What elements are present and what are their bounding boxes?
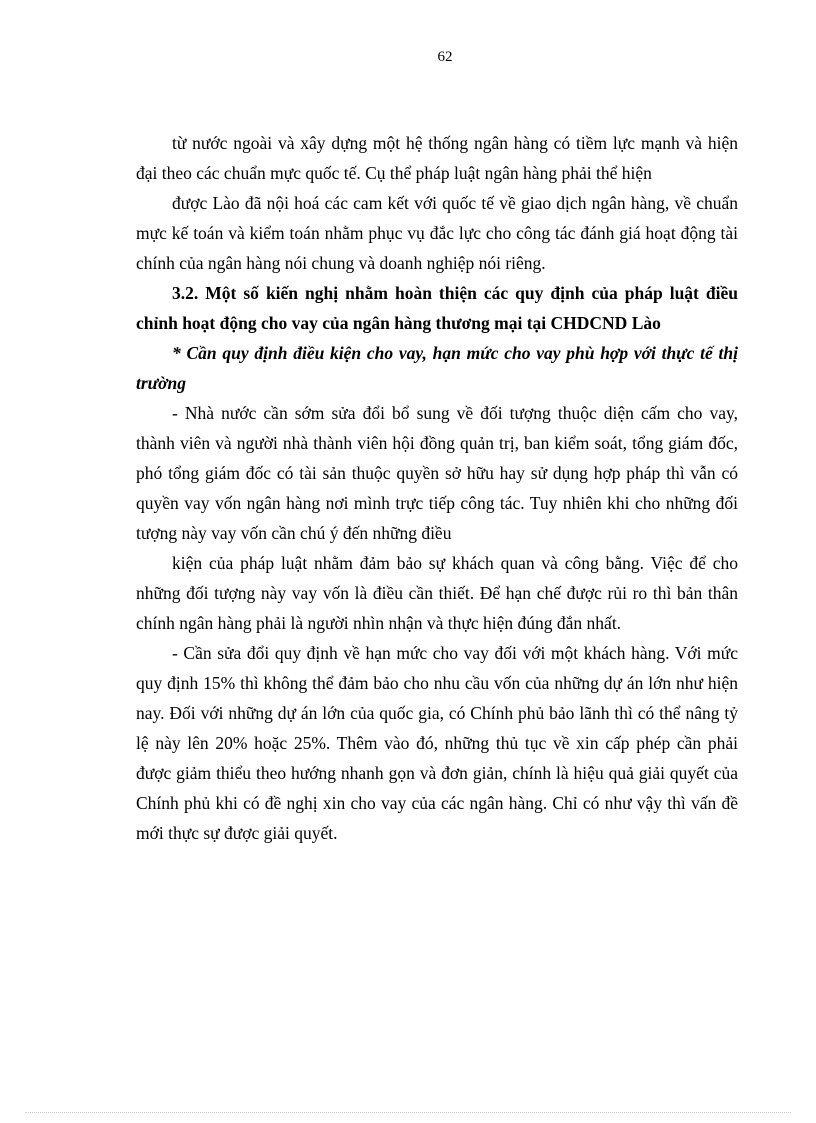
document-body [136,128,738,848]
page-number: 62 [437,49,453,65]
paragraph-1: từ nước ngoài và xây dựng một hệ thống ngân hàng có tiềm lực mạnh và hiện đại theo các chuẩn mực quốc tế. Cụ thể pháp luật ngân hàng phải thể hiện [136,133,738,183]
page-bottom-divider [25,1112,791,1113]
paragraph-3: - Nhà nước cần sớm sửa đổi bổ sung về đối tượng thuộc diện cấm cho vay, thành viên và người nhà thành viên hội đồng quản trị, ban kiểm soát, tổng giám đốc, phó tổng giám đốc có tài sản thuộc quyền sở hữu hay sử dụng hợp pháp thì vẫn có quyền vay vốn ngân hàng nơi mình trực tiếp công tác. Tuy nhiên khi cho những đối tượng này vay vốn cần chú ý đến những điều [136,403,738,543]
subsection-heading: * Cần quy định điều kiện cho vay, hạn mức cho vay phù hợp với thực tế thị trường [136,343,738,393]
paragraph-2: được Lào đã nội hoá các cam kết với quốc tế về giao dịch ngân hàng, về chuẩn mực kế toán và kiểm toán nhằm phục vụ đắc lực cho công tác đánh giá hoạt động tài chính của ngân hàng nói chung và doanh nghiệp nói riêng. [136,193,738,273]
section-heading: 3.2. Một số kiến nghị nhằm hoàn thiện các quy định của pháp luật điều chỉnh hoạt động cho vay của ngân hàng thương mại tại CHDCND Lào [136,283,738,333]
paragraph-5: - Cần sửa đổi quy định về hạn mức cho vay đối với một khách hàng. Với mức quy định 15% thì không thể đảm bảo cho nhu cầu vốn của những dự án lớn như hiện nay. Đối với những dự án lớn của quốc gia, có Chính phủ bảo lãnh thì có thể nâng tỷ lệ này lên 20% hoặc 25%. Thêm vào đó, những thủ tục về xin cấp phép cần phải được giảm thiểu theo hướng nhanh gọn và đơn giản, chính là hiệu quả giải quyết của Chính phủ khi có đề nghị xin cho vay của các ngân hàng. Chỉ có như vậy thì vấn đề mới thực sự được giải quyết. [136,643,738,843]
paragraph-4: kiện của pháp luật nhằm đảm bảo sự khách quan và công bằng. Việc để cho những đối tượng này vay vốn là điều cần thiết. Để hạn chế được rủi ro thì bản thân chính ngân hàng phải là người nhìn nhận và thực hiện đúng đắn nhất. [136,553,738,633]
